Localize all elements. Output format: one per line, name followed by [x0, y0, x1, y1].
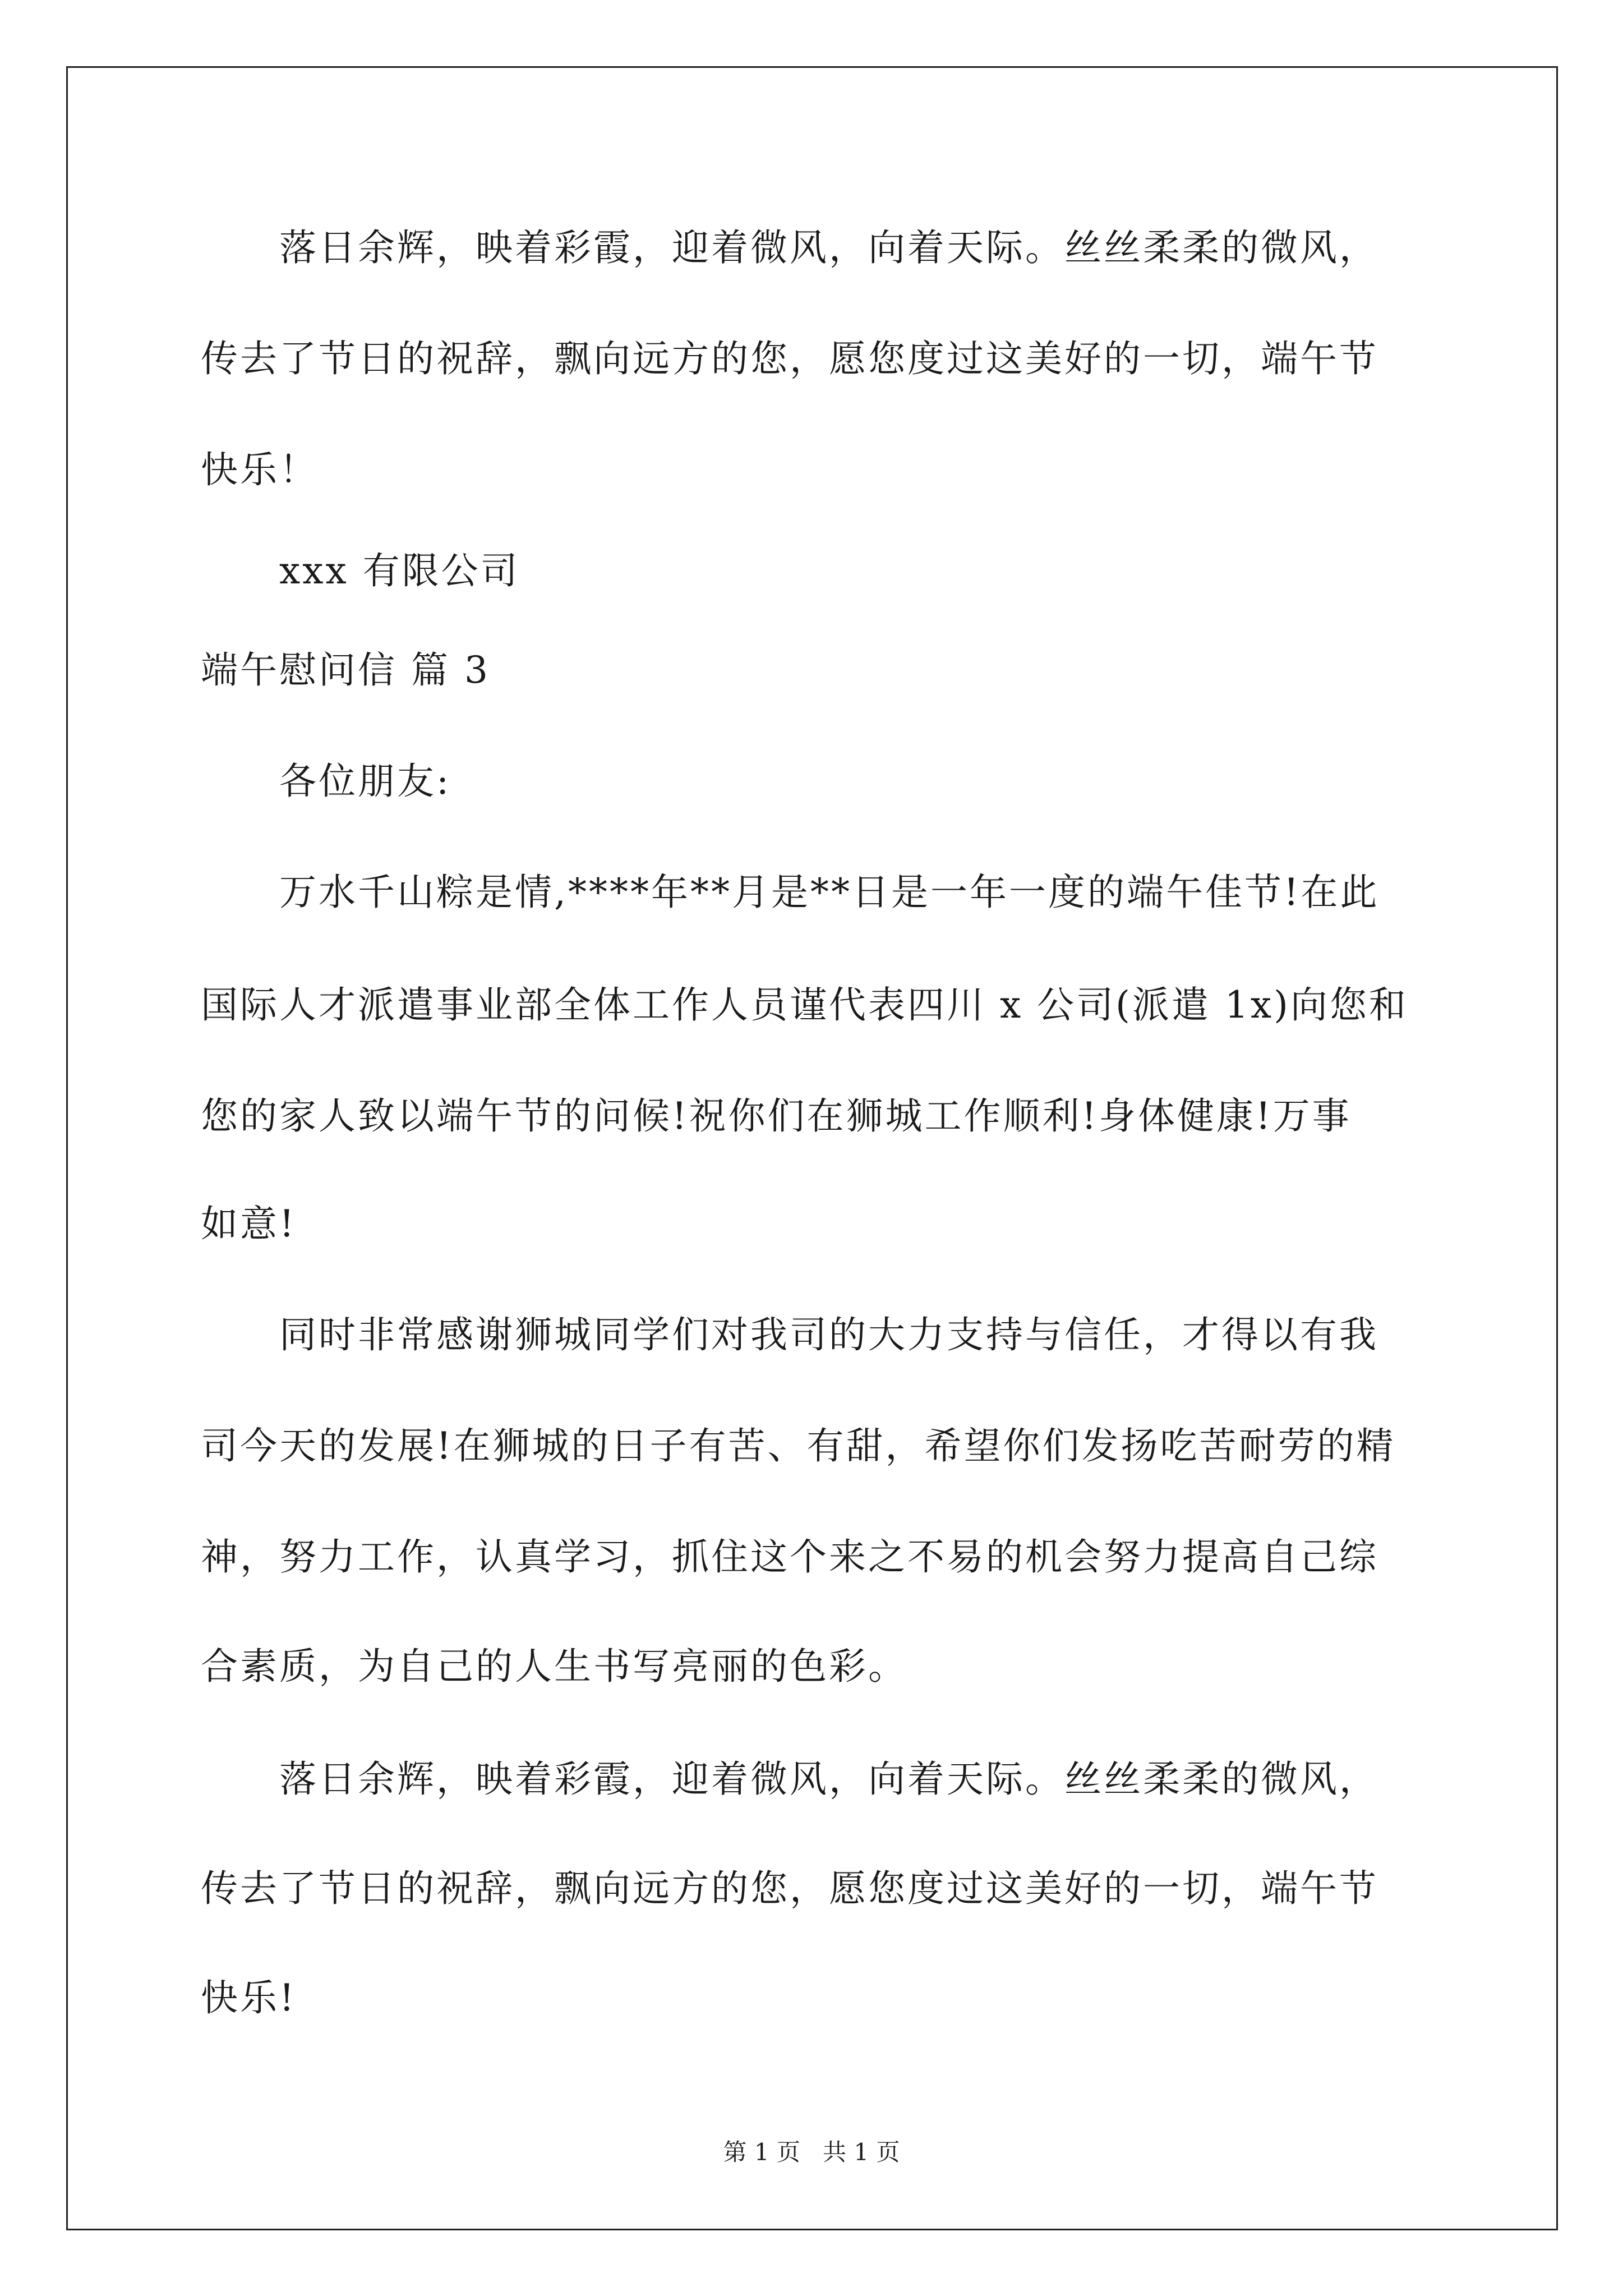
text-line: 传去了节日的祝辞，飘向远方的您，愿您度过这美好的一切，端午节 [201, 337, 1378, 380]
text-line: 各位朋友: [201, 760, 451, 803]
text-line: 落日余辉，映着彩霞，迎着微风，向着天际。丝丝柔柔的微风， [201, 226, 1378, 269]
section-heading: 端午慰问信 篇 3 [201, 648, 490, 692]
text-line: 司今天的发展!在狮城的日子有苦、有甜，希望你们发扬吃苦耐劳的精 [201, 1424, 1396, 1467]
text-line: 国际人才派遣事业部全体工作人员谨代表四川 x 公司(派遣 1x)向您和 [201, 983, 1408, 1027]
text-line: 如意! [201, 1202, 297, 1245]
text-line: 万水千山粽是情,****年**月是**日是一年一度的端午佳节!在此 [201, 871, 1380, 914]
text-line: 神，努力工作，认真学习，抓住这个来之不易的机会努力提高自己综 [201, 1535, 1378, 1579]
text-line: 快乐! [201, 1976, 297, 2019]
text-line: 快乐！ [201, 448, 319, 491]
page-footer: 第 1 页 共 1 页 [723, 2138, 900, 2166]
text-line: 合素质，为自己的人生书写亮丽的色彩。 [201, 1645, 907, 1688]
text-line: 您的家人致以端午节的问候!祝你们在狮城工作顺利!身体健康!万事 [201, 1094, 1352, 1138]
text-line: 同时非常感谢狮城同学们对我司的大力支持与信任，才得以有我 [201, 1313, 1378, 1356]
text-line: xxx 有限公司 [201, 549, 520, 592]
text-line: 落日余辉，映着彩霞，迎着微风，向着天际。丝丝柔柔的微风， [201, 1757, 1378, 1801]
text-line: 传去了节日的祝辞，飘向远方的您，愿您度过这美好的一切，端午节 [201, 1867, 1378, 1910]
